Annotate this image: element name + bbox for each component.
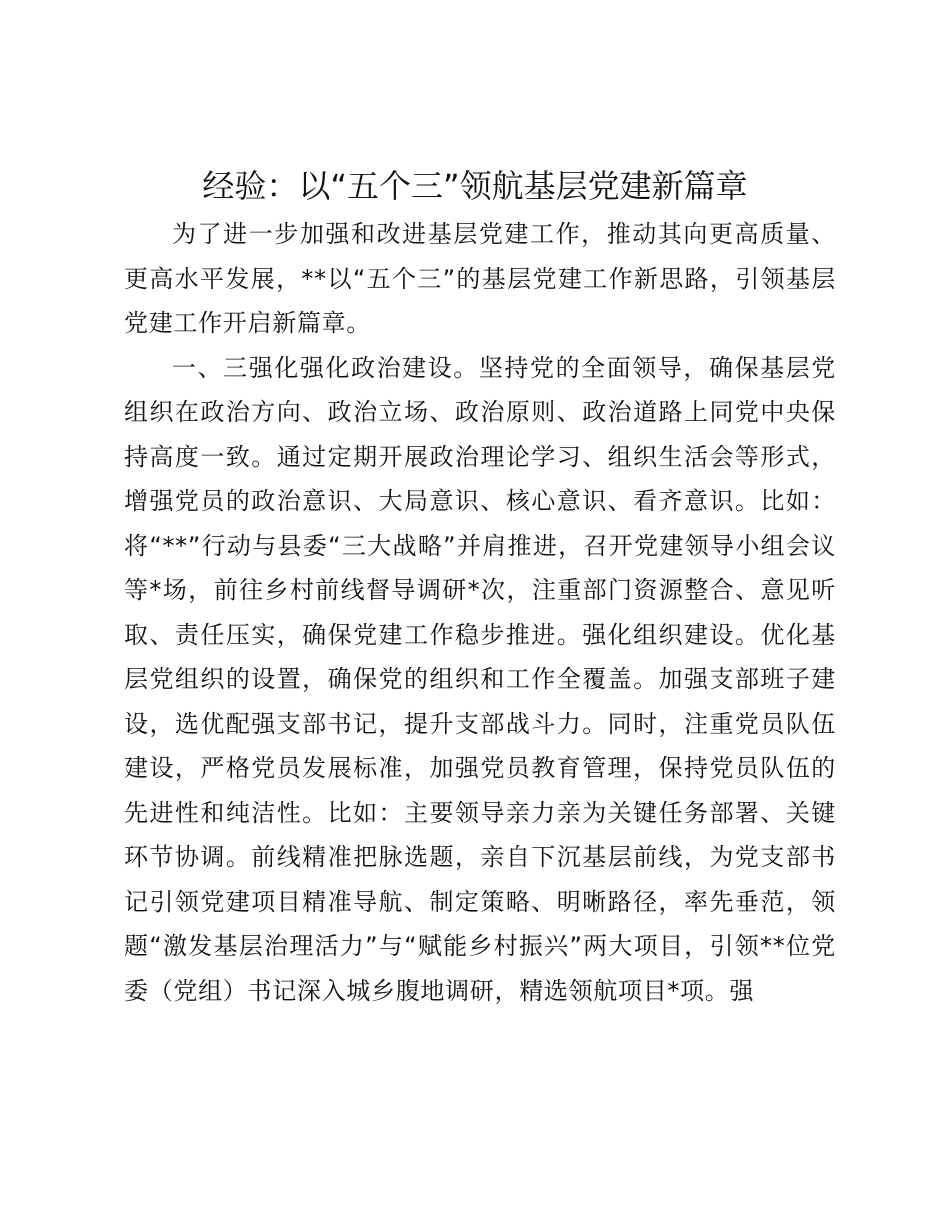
paragraph-intro: 为了进一步加强和改进基层党建工作，推动其向更高质量、更高水平发展，**以“五个三”的基层党建工作新思路，引领基层党建工作开启新篇章。 [124,220,836,337]
document-title: 经验：以“五个三”领航基层党建新篇章 [202,167,748,205]
document-body [124,212,836,1013]
paragraph-section-one: 一、三强化强化政治建设。坚持党的全面领导，确保基层党组织在政治方向、政治立场、政治原则、政治道路上同党中央保持高度一致。通过定期开展政治理论学习、组织生活会等形式，增强党员的政治意识、大局意识、核心意识、看齐意识。比如：将“**”行动与县委“三大战略”并肩推进，召开党建领导小组会议等*场，前往乡村前线督导调研*次，注重部门资源整合、意见听取、责任压实，确保党建工作稳步推进。强化组织建设。优化基层党组织的设置，确保党的组织和工作全覆盖。加强支部班子建设，选优配强支部书记，提升支部战斗力。同时，注重党员队伍建设，严格党员发展标准，加强党员教育管理，保持党员队伍的先进性和纯洁性。比如：主要领导亲力亲为关键任务部署、关键环节协调。前线精准把脉选题，亲自下沉基层前线，为党支部书记引领党建项目精准导航、制定策略、明晰路径，率先垂范，领题“激发基层治理活力”与“赋能乡村振兴”两大项目，引领**位党委（党组）书记深入城乡腹地调研，精选领航项目*项。强 [124,353,836,1005]
